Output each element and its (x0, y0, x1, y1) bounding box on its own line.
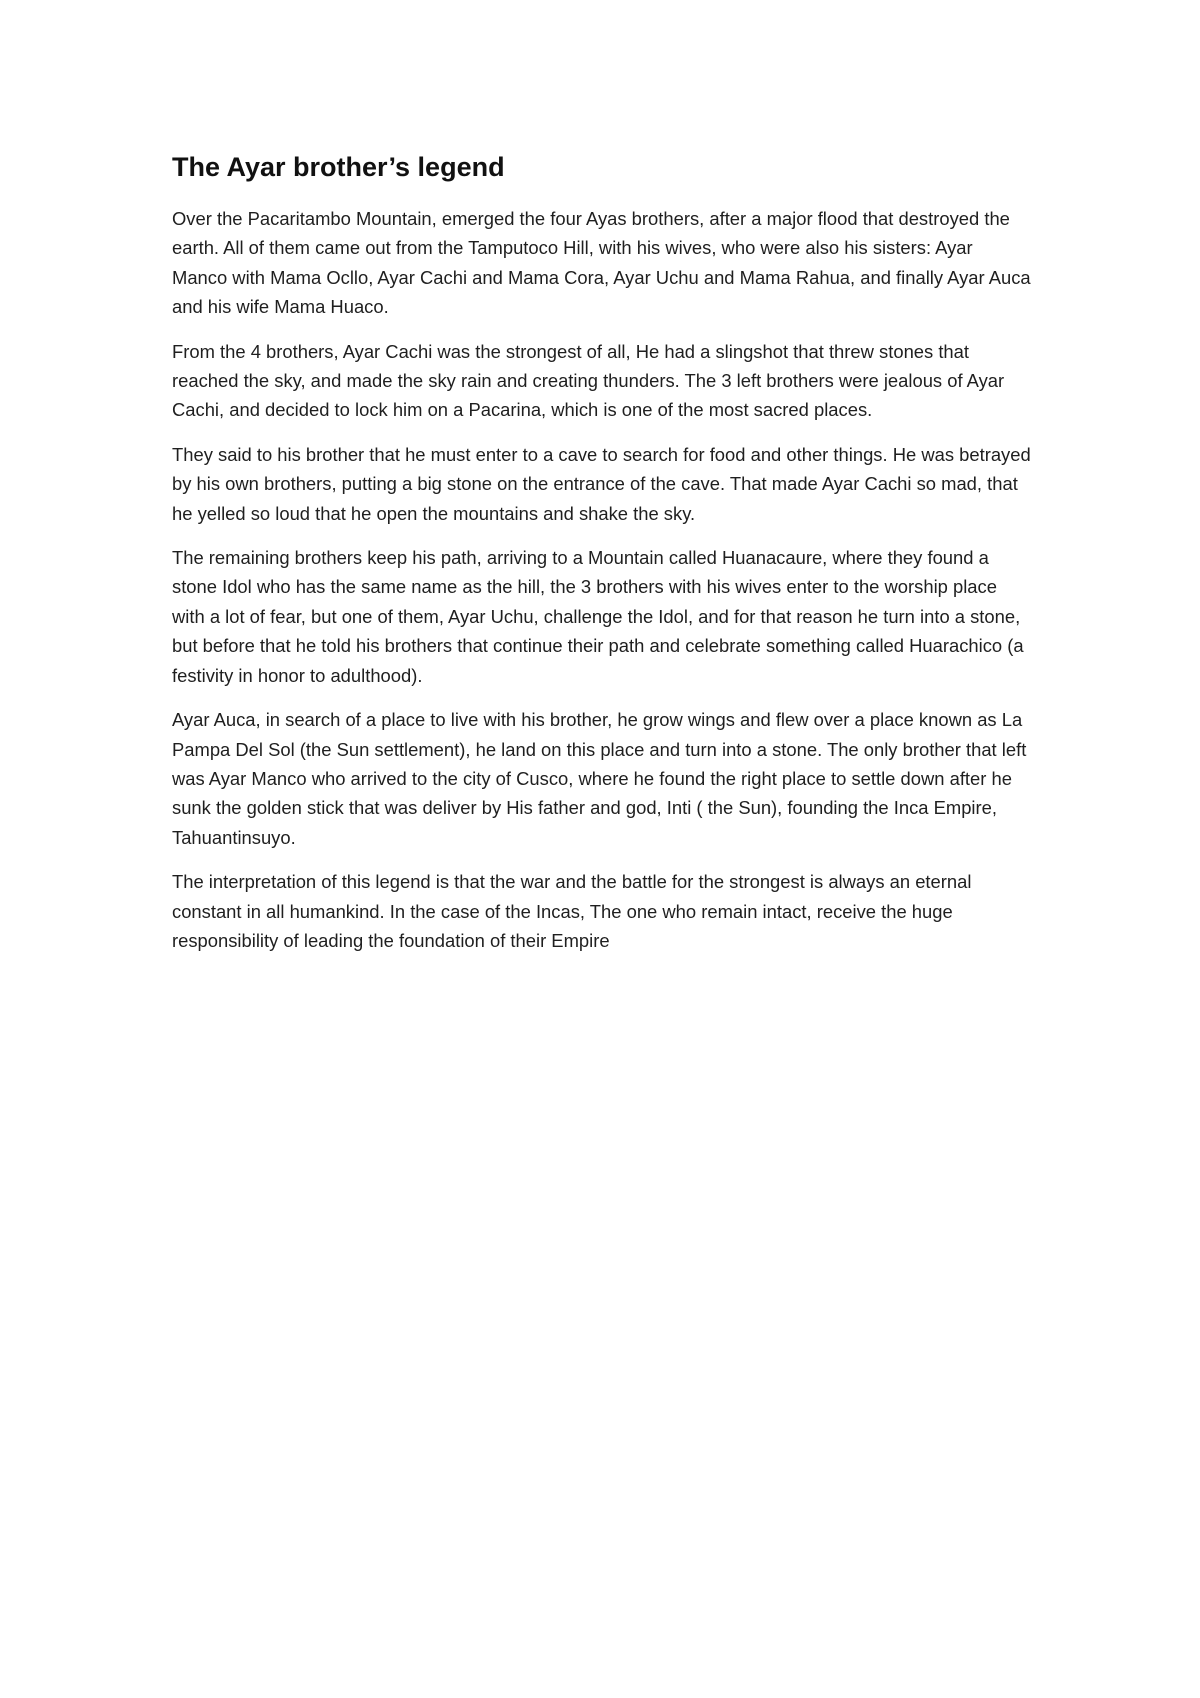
paragraph-4: The remaining brothers keep his path, arriving to a Mountain called Huanacaure, where they found a stone Idol who has the same name as the hill, the 3 brothers with his wives enter to the worship place with a lot of fear, but one of them, Ayar Uchu, challenge the Idol, and for that reason he turn into a stone, but before that he told his brothers that continue their path and celebrate something called Huarachico (a festivity in honor to adulthood). (172, 547, 1024, 686)
paragraph-1: Over the Pacaritambo Mountain, emerged the four Ayas brothers, after a major flood that destroyed the earth. All of them came out from the Tamputoco Hill, with his wives, who were also his sisters: Ayar Manco with Mama Ocllo, Ayar Cachi and Mama Cora, Ayar Uchu and Mama Rahua, and finally Ayar Auca and his wife Mama Huaco. (172, 208, 1031, 318)
document-body (172, 150, 1032, 970)
paragraph-6: The interpretation of this legend is that the war and the battle for the strongest is always an eternal constant in all humankind. In the case of the Incas, The one who remain intact, receive the huge responsibility of leading the foundation of their Empire (172, 871, 972, 951)
paragraph-3: They said to his brother that he must enter to a cave to search for food and other things. He was betrayed by his own brothers, putting a big stone on the entrance of the cave. That made Ayar Cachi so mad, that he yelled so loud that he open the mountains and shake the sky. (172, 443, 1031, 524)
document-title: The Ayar brother’s legend (172, 152, 505, 182)
paragraph-5: Ayar Auca, in search of a place to live with his brother, he grow wings and flew over a place known as La Pampa Del Sol (the Sun settlement), he land on this place and turn into a stone. The only brother that left was Ayar Manco who arrived to the city of Cusco, where he found the right place to settle down after he sunk the golden stick that was deliver by His father and god, Inti ( the Sun), founding the Inca Empire, Tahuantinsuyo. (172, 709, 1027, 848)
paragraph-2: From the 4 brothers, Ayar Cachi was the strongest of all, He had a slingshot that threw stones that reached the sky, and made the sky rain and creating thunders. The 3 left brothers were jealous of Ayar Cachi, and decided to lock him on a Pacarina, which is one of the most sacred places. (172, 340, 1005, 421)
